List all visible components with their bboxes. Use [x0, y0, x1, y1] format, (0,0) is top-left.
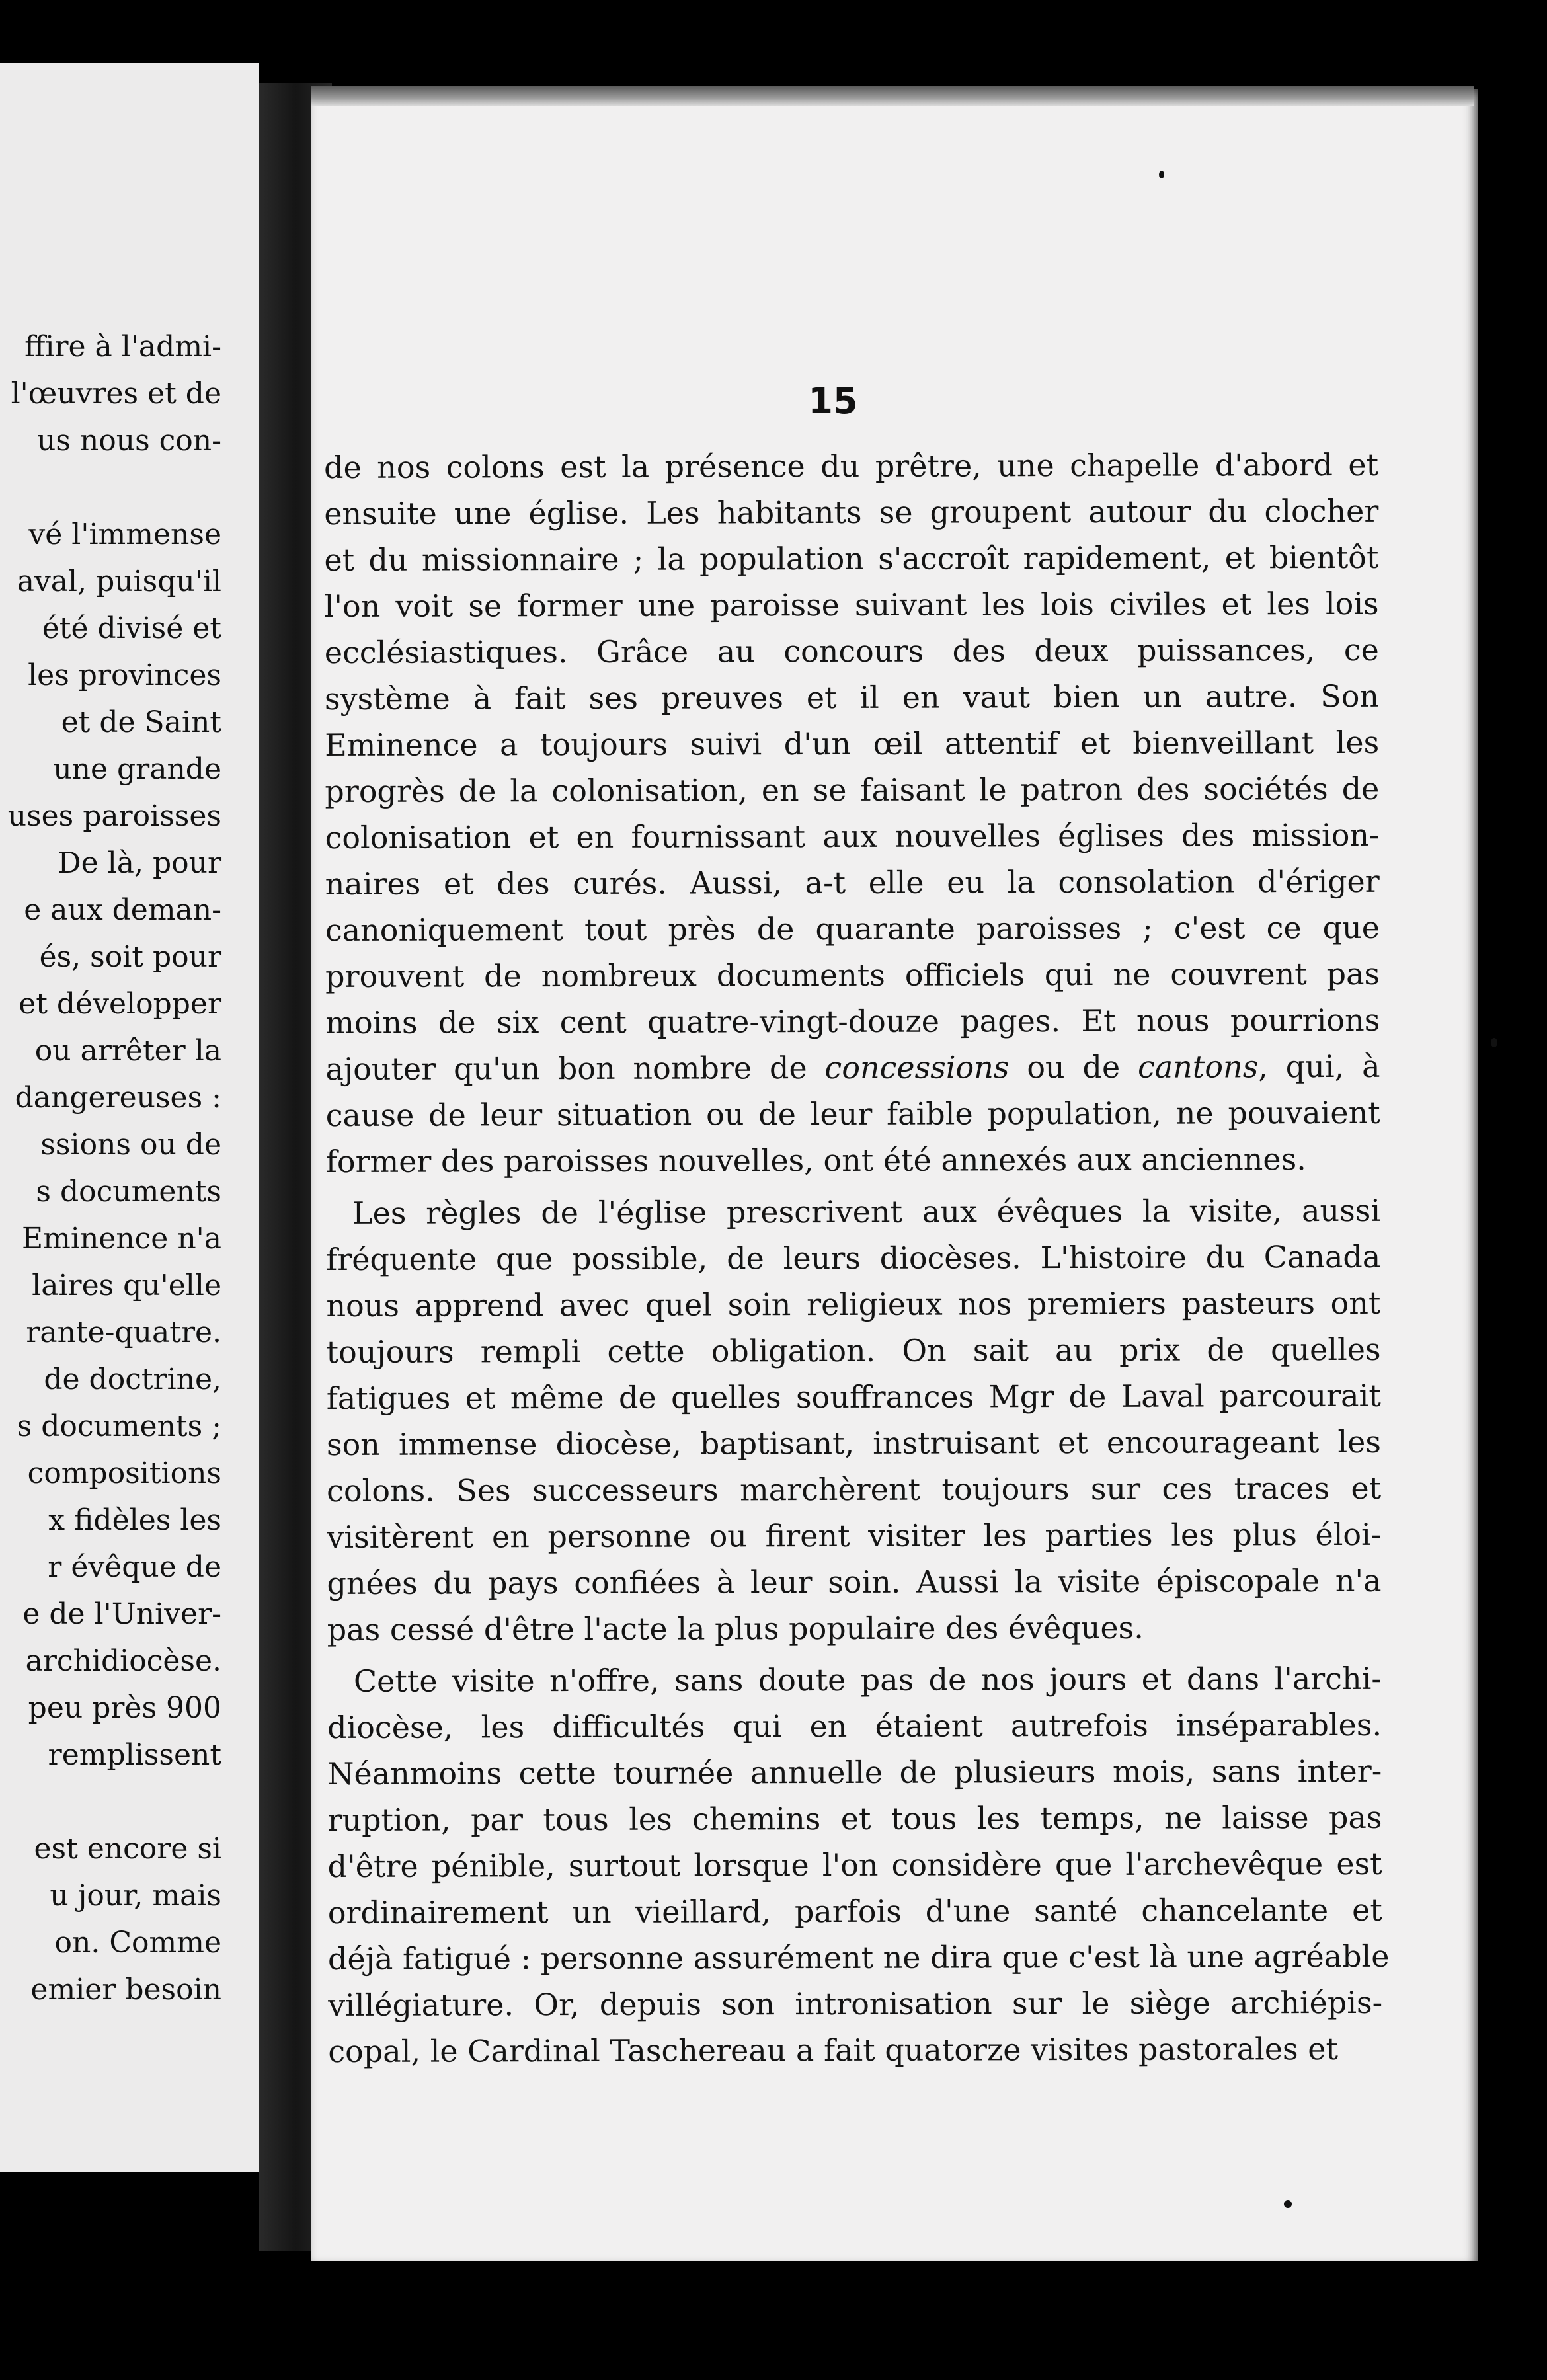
body-segment: , qui, à: [1258, 1048, 1380, 1085]
body-line: nous apprend avec quel soin religieux nos premiers pasteurs ont: [326, 1285, 1381, 1324]
body-line: système à fait ses preuves et il en vaut bien un autre. Son: [324, 678, 1380, 717]
body-line: copal, le Cardinal Taschereau a fait quatorze visites pastorales et: [328, 2030, 1339, 2069]
page-top-edge: [311, 86, 1474, 106]
previous-page-line: ou arrêter la: [34, 1034, 221, 1068]
previous-page-line: uses paroisses: [7, 799, 221, 833]
body-line: d'être pénible, surtout lorsque l'on considère que l'archevêque est: [327, 1845, 1382, 1884]
body-line: déjà fatigué : personne assurément ne dira que c'est là une agréable: [327, 1938, 1390, 1977]
body-line: fatigues et même de quelles souffrances Mgr de Laval parcourait: [326, 1377, 1381, 1416]
body-segment: ou de: [1009, 1049, 1138, 1086]
body-line: Cette visite n'offre, sans doute pas de nos jours et dans l'archi-: [353, 1660, 1382, 1699]
page-body-text: [324, 442, 1390, 2075]
previous-page-line: u jour, mais: [50, 1879, 221, 1913]
previous-page-line: rante-quatre.: [26, 1316, 221, 1349]
previous-page-line: emier besoin: [30, 1973, 221, 2006]
previous-page-line: de doctrine,: [44, 1363, 221, 1396]
body-line: cause de leur situation ou de leur faible population, ne pouvaient: [325, 1094, 1380, 1133]
body-line: gnées du pays confiées à leur soin. Aussi la visite épiscopale n'a: [327, 1562, 1382, 1601]
previous-page-line: on. Comme: [54, 1926, 221, 1960]
previous-page-line: archidiocèse.: [25, 1644, 221, 1678]
previous-page-line: aval, puisqu'il: [17, 565, 221, 598]
body-line: colons. Ses successeurs marchèrent toujours sur ces traces et: [327, 1470, 1382, 1509]
previous-page-line: ffire à l'admi-: [24, 330, 221, 364]
body-line: ensuite une église. Les habitants se groupent autour du clocher: [324, 493, 1379, 532]
body-line: ruption, par tous les chemins et tous les temps, ne laisse pas: [327, 1799, 1382, 1838]
previous-page-line: été divisé et: [42, 612, 221, 645]
previous-page-line: peu près 900: [28, 1691, 221, 1725]
previous-page-line: une grande: [53, 752, 221, 786]
body-line: pas cessé d'être l'acte la plus populaire des évêques.: [327, 1609, 1144, 1647]
previous-page-line: s documents: [36, 1175, 221, 1209]
body-line: naires et des curés. Aussi, a-t elle eu la consolation d'ériger: [325, 863, 1380, 902]
previous-page-line: e aux deman-: [24, 893, 221, 927]
ink-speck: [1284, 2200, 1292, 2208]
previous-page-line: les provinces: [28, 658, 221, 692]
ink-speck: [1159, 171, 1164, 178]
previous-page-line: laires qu'elle: [32, 1269, 221, 1302]
previous-page-line: et développer: [19, 987, 221, 1021]
body-line: prouvent de nombreux documents officiels qui ne couvrent pas: [325, 955, 1380, 994]
italic-term: concessions: [824, 1049, 1010, 1086]
body-line: et du missionnaire ; la population s'accroît rapidement, et bientôt: [324, 539, 1379, 578]
body-line: ecclésiastiques. Grâce au concours des deux puissances, ce: [324, 631, 1379, 670]
body-line: visitèrent en personne ou firent visiter les parties les plus éloi-: [327, 1516, 1382, 1555]
previous-page-line: De là, pour: [58, 846, 221, 880]
body-line: colonisation et en fournissant aux nouvelles églises des mission-: [325, 816, 1380, 855]
previous-page-line: compositions: [27, 1456, 221, 1490]
body-line: de nos colons est la présence du prêtre, une chapelle d'abord et: [324, 446, 1379, 485]
ink-speck: [1491, 1038, 1497, 1047]
previous-page: [0, 63, 259, 2172]
italic-term: cantons: [1137, 1049, 1259, 1085]
previous-page-line: ssions ou de: [40, 1128, 221, 1162]
body-line: Les règles de l'église prescrivent aux évêques la visite, aussi: [352, 1192, 1381, 1231]
body-line: l'on voit se former une paroisse suivant les lois civiles et les lois: [324, 585, 1379, 624]
body-line: Eminence a toujours suivi d'un œil attentif et bienveillant les: [325, 724, 1380, 763]
previous-page-line: Eminence n'a: [22, 1222, 221, 1255]
page-number: 15: [808, 380, 858, 422]
previous-page-line: vé l'immense: [28, 518, 221, 551]
body-line: progrès de la colonisation, en se faisant le patron des sociétés de: [325, 770, 1380, 809]
body-line: ordinairement un vieillard, parfois d'une santé chancelante et: [327, 1891, 1382, 1930]
previous-page-line: x fidèles les: [48, 1503, 221, 1537]
body-line: moins de six cent quatre-vingt-douze pages. Et nous pourrions: [325, 1002, 1380, 1041]
previous-page-line: us nous con-: [37, 424, 221, 457]
body-line: canoniquement tout près de quarante paroisses ; c'est ce que: [325, 909, 1380, 948]
previous-page-line: et de Saint: [61, 705, 221, 739]
previous-page-line: dangereuses :: [15, 1081, 221, 1115]
body-segment: ajouter qu'un bon nombre de: [325, 1050, 825, 1087]
body-line: former des paroisses nouvelles, ont été annexés aux anciennes.: [325, 1141, 1306, 1179]
body-line: diocèse, les difficultés qui en étaient autrefois inséparables.: [327, 1706, 1382, 1745]
previous-page-line: r évêque de: [48, 1550, 221, 1584]
previous-page-line: l'œuvres et de: [11, 377, 221, 411]
body-line: toujours rempli cette obligation. On sait au prix de quelles: [326, 1331, 1381, 1370]
previous-page-line: est encore si: [34, 1832, 221, 1866]
body-line: [325, 1043, 1380, 1092]
body-line: villégiature. Or, depuis son intronisation sur le siège archiépis-: [328, 1984, 1383, 2023]
body-line: fréquente que possible, de leurs diocèses. L'histoire du Canada: [326, 1238, 1381, 1277]
previous-page-line: és, soit pour: [39, 940, 221, 974]
previous-page-line: s documents ;: [17, 1409, 221, 1443]
body-line: son immense diocèse, baptisant, instruisant et encourageant les: [326, 1423, 1382, 1462]
previous-page-line: e de l'Univer-: [22, 1597, 221, 1631]
previous-page-line: remplissent: [48, 1738, 221, 1772]
body-line: Néanmoins cette tournée annuelle de plusieurs mois, sans inter-: [327, 1753, 1382, 1792]
